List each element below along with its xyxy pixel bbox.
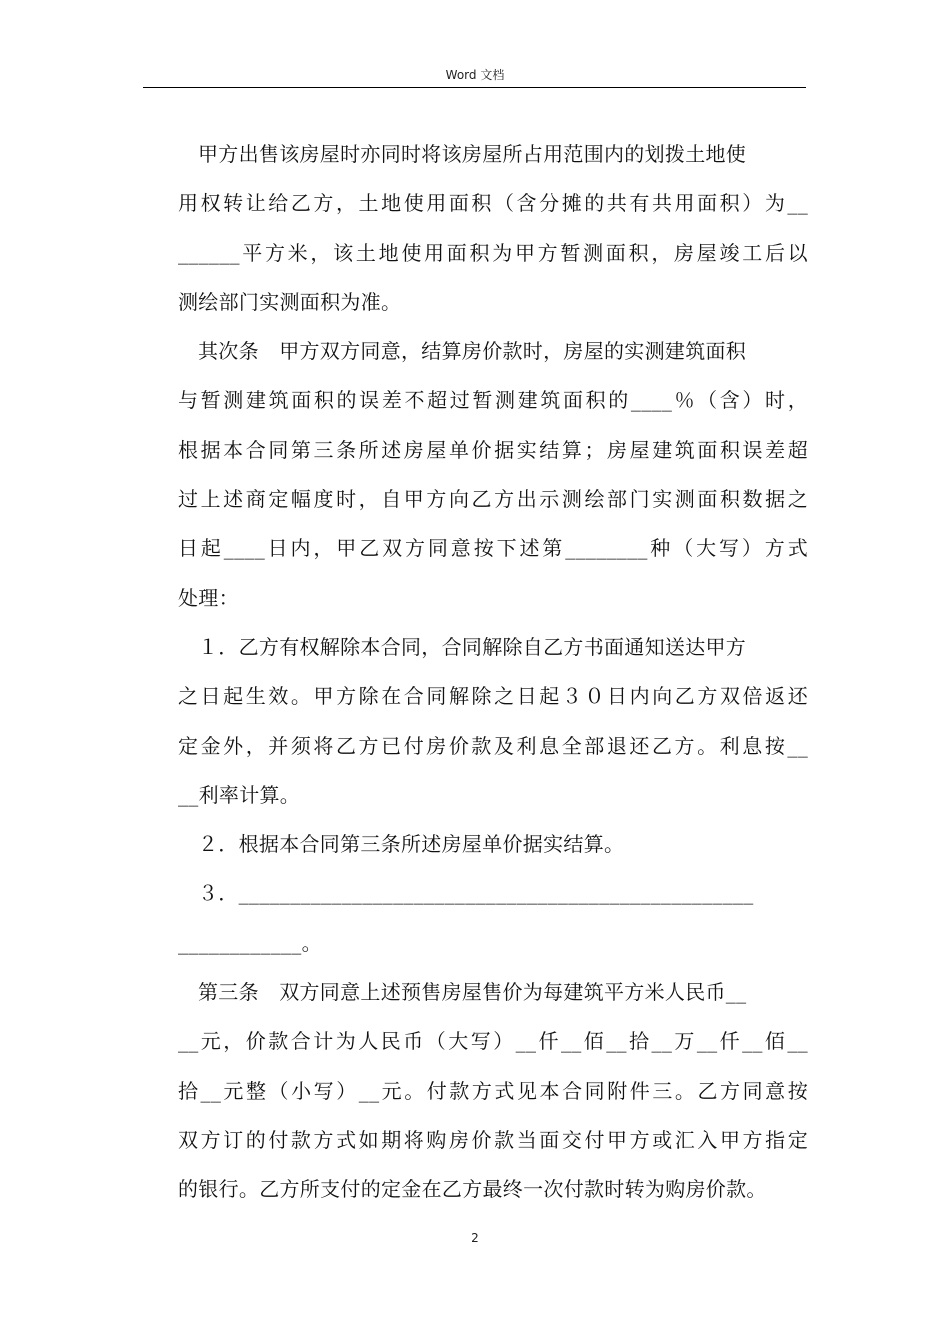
paragraph-line: __利率计算。 bbox=[178, 782, 301, 807]
document-body bbox=[178, 130, 808, 1215]
page-header: Word 文档 bbox=[445, 68, 505, 82]
page-number: 2 bbox=[471, 1231, 479, 1245]
paragraph-line: 测绘部门实测面积为准。 bbox=[178, 289, 402, 314]
paragraph-line: 双方订的付款方式如期将购房价款当面交付甲方或汇入甲方指定 bbox=[178, 1127, 808, 1152]
paragraph-line: 第三条 双方同意上述预售房屋售价为每建筑平方米人民币__ bbox=[198, 980, 747, 1005]
paragraph-line: 定金外，并须将乙方已付房价款及利息全部退还乙方。利息按__ bbox=[178, 733, 808, 758]
paragraph-line: 甲方出售该房屋时亦同时将该房屋所占用范围内的划拨土地使 bbox=[198, 142, 747, 166]
paragraph-line: 拾__元整（小写）__元。付款方式见本合同附件三。乙方同意按 bbox=[178, 1078, 808, 1103]
paragraph-line: 与暂测建筑面积的误差不超过暂测建筑面积的____％（含）时， bbox=[178, 388, 808, 413]
paragraph-line: ______平方米，该土地使用面积为甲方暂测面积，房屋竣工后以 bbox=[178, 240, 808, 265]
paragraph-line: 其次条 甲方双方同意，结算房价款时，房屋的实测建筑面积 bbox=[198, 339, 747, 364]
list-item-line: １．乙方有权解除本合同，合同解除自乙方书面通知送达甲方 bbox=[198, 634, 747, 659]
paragraph-line: 处理： bbox=[178, 585, 239, 610]
header-divider bbox=[143, 87, 806, 88]
paragraph-line: __元，价款合计为人民币（大写）__仟__佰__拾__万__仟__佰__ bbox=[178, 1029, 808, 1054]
paragraph-line: 过上述商定幅度时，自甲方向乙方出示测绘部门实测面积数据之 bbox=[178, 487, 808, 512]
paragraph-line: 日起____日内，甲乙双方同意按下述第________种（大写）方式 bbox=[178, 536, 808, 561]
paragraph-line: 根据本合同第三条所述房屋单价据实结算；房屋建筑面积误差超 bbox=[178, 437, 808, 462]
paragraph-line: ____________。 bbox=[178, 930, 322, 955]
list-item-line: ３．__________________________________________________ bbox=[198, 881, 754, 906]
paragraph-line: 之日起生效。甲方除在合同解除之日起３０日内向乙方双倍返还 bbox=[178, 684, 808, 709]
paragraph-line: 用权转让给乙方，土地使用面积（含分摊的共有共用面积）为__ bbox=[178, 191, 808, 216]
list-item-line: ２．根据本合同第三条所述房屋单价据实结算。 bbox=[198, 832, 625, 857]
paragraph-line: 的银行。乙方所支付的定金在乙方最终一次付款时转为购房价款。 bbox=[178, 1177, 767, 1202]
